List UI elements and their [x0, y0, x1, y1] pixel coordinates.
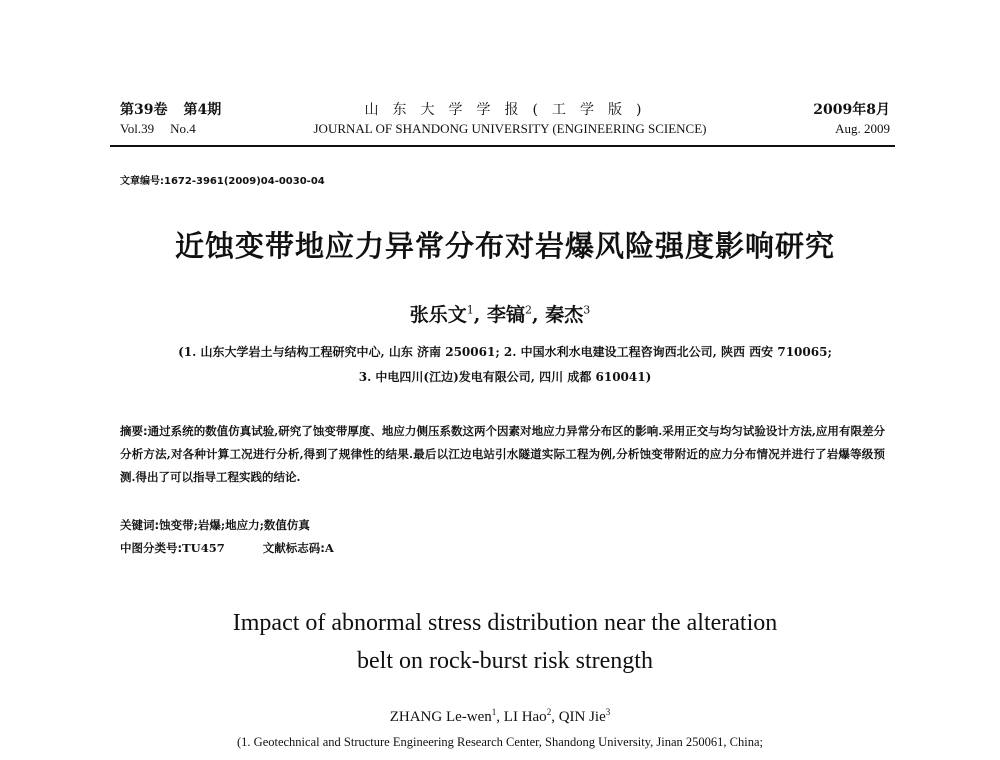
authors-zh: 张乐文$^1$, 李镐$^2$, 秦杰$^3$ — [409, 303, 591, 326]
title-en-line1: Impact of abnormal stress distribution near the alteration — [232, 610, 778, 636]
author-en-1: ZHANG Le-wen — [389, 709, 492, 725]
volume-en: Vol.39 — [120, 121, 155, 136]
clc-label: 中图分类号: — [120, 541, 183, 555]
keywords-text: 蚀变带;岩爆;地应力;数值仿真 — [159, 518, 310, 532]
author-en-3: QIN Jie — [558, 709, 606, 725]
clc-code — [120, 540, 225, 556]
title-en-line2: belt on rock-burst risk strength — [357, 648, 653, 674]
affiliation-en: (1. Geotechnical and Structure Engineering Research Center, Shandong University, Jinan 250061, China; — [237, 735, 763, 749]
affiliation-zh-line2: 3. 中电四川(江边)发电有限公司, 四川 成都 610041) — [358, 370, 652, 384]
author-zh-1-sup: 1 — [466, 303, 474, 317]
title-zh: 近蚀变带地应力异常分布对岩爆风险强度影响研究 — [174, 229, 835, 263]
doc-label: 文献标志码: — [262, 541, 325, 555]
journal-name-zh: 山东大学学报(工学版) — [364, 102, 656, 118]
header-rule — [110, 145, 895, 147]
clc-value: TU457 — [182, 541, 225, 555]
author-en-2-sup: 2 — [546, 707, 552, 717]
journal-header-en — [120, 121, 890, 137]
author-en-3-sup: 3 — [605, 707, 611, 717]
volume-zh: 第39卷 — [120, 102, 168, 118]
doc-value: A — [324, 541, 334, 555]
author-zh-2: 李镐 — [486, 304, 525, 326]
abstract-label: 摘要: — [120, 424, 148, 438]
affiliation-zh-line1: (1. 山东大学岩土与结构工程研究中心, 山东 济南 250061; 2. 中国水利水电建设工程咨询西北公司, 陕西 西安 710065; — [178, 345, 832, 359]
authors-en: ZHANG Le-wen$^1$, LI Hao$^2$, QIN Jie$^3$ — [389, 707, 611, 725]
date-en: Aug. 2009 — [835, 121, 890, 136]
issue-en: No.4 — [170, 121, 196, 136]
classification — [120, 540, 334, 556]
journal-header-zh — [120, 99, 890, 119]
abstract-text: 通过系统的数值仿真试验,研究了蚀变带厚度、地应力侧压系数这两个因素对地应力异常分布区的影响.采用正交与均匀试验设计方法,应用有限差分分析方法,对各种计算工况进行分析,得到了规律性的结果.最后以江边电站引水隧道实际工程为例,分析蚀变带附近的应力分布情况并进行了岩爆等级预测.得出了可以指导工程实践的结论. — [120, 424, 885, 484]
article-number — [120, 172, 325, 187]
journal-name-en: JOURNAL OF SHANDONG UNIVERSITY (ENGINEERING SCIENCE) — [313, 121, 707, 136]
issue-zh: 第4期 — [183, 102, 222, 118]
abstract — [120, 420, 885, 489]
author-en-1-sup: 1 — [491, 707, 497, 717]
author-zh-2-sup: 2 — [525, 303, 532, 317]
article-number-value: 1672-3961(2009)04-0030-04 — [164, 176, 325, 187]
article-number-label: 文章编号: — [120, 176, 164, 187]
date-zh: 2009年8月 — [813, 102, 890, 118]
author-zh-1: 张乐文 — [409, 304, 467, 326]
author-en-2: LI Hao — [503, 709, 547, 725]
doc-code — [263, 540, 334, 556]
keywords-label: 关键词: — [120, 518, 160, 532]
keywords — [120, 517, 310, 533]
author-zh-3-sup: 3 — [583, 303, 591, 317]
author-zh-3: 秦杰 — [545, 304, 584, 326]
